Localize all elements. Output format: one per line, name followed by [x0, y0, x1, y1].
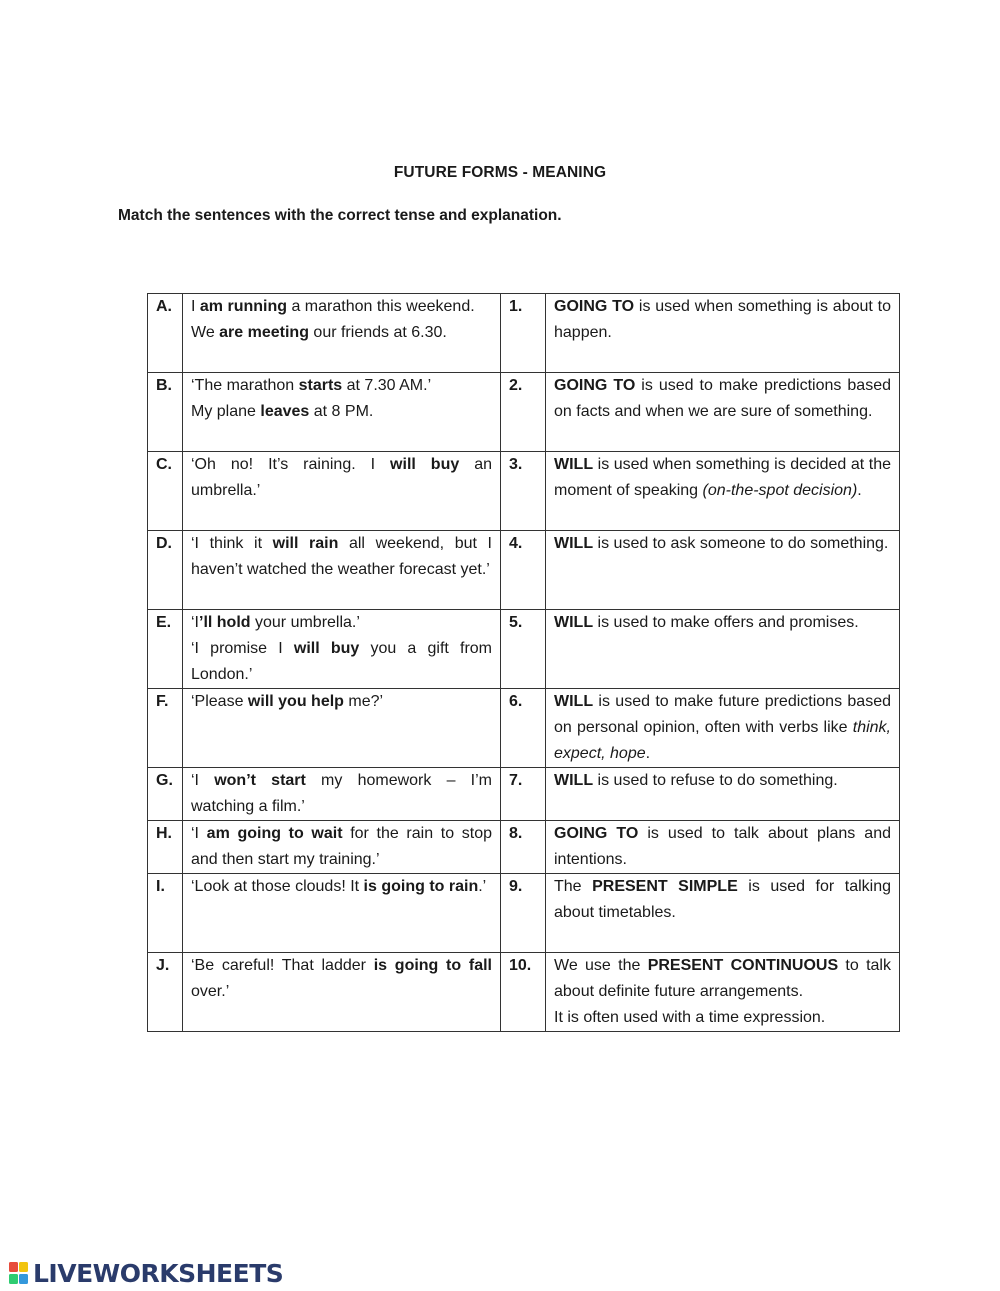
text-segment: at 8 PM. — [309, 403, 374, 420]
text-segment: ‘I — [191, 614, 199, 631]
tense-explanation-line — [554, 768, 891, 794]
text-segment: your umbrella.’ — [250, 614, 360, 631]
text-segment: you a gift from London.’ — [191, 640, 493, 683]
example-sentence — [183, 294, 501, 373]
text-segment: to talk about definite future arrangements. — [554, 957, 891, 1000]
example-sentence-line — [191, 768, 492, 820]
text-segment: am running — [199, 298, 287, 315]
page-title: FUTURE FORMS - MEANING — [393, 164, 607, 181]
text-segment: think, expect, hope — [554, 719, 891, 762]
row-number: 5. — [501, 610, 546, 689]
table-row — [148, 953, 900, 1032]
text-segment: my homework – I’m watching a film.’ — [191, 772, 493, 815]
row-letter: B. — [148, 373, 183, 452]
example-sentence-line — [191, 294, 492, 320]
example-sentence-line — [191, 531, 492, 583]
text-segment: ‘Be careful! That ladder — [191, 957, 374, 974]
text-segment: PRESENT CONTINUOUS — [647, 957, 839, 974]
row-letter: G. — [148, 768, 183, 821]
text-segment: (on-the-spot decision) — [702, 482, 858, 499]
text-segment: will buy — [293, 640, 360, 657]
text-segment: over.’ — [191, 983, 230, 1000]
text-segment: will rain — [272, 535, 339, 552]
example-sentence-line — [191, 320, 492, 346]
text-segment: will you help — [247, 693, 344, 710]
tense-explanation — [546, 768, 900, 821]
text-segment: GOING TO — [554, 825, 639, 842]
row-letter: C. — [148, 452, 183, 531]
row-number: 9. — [501, 874, 546, 953]
logo-text: LIVEWORKSHEETS — [33, 1258, 284, 1288]
table-row — [148, 610, 900, 689]
tense-explanation-line — [554, 294, 891, 346]
logo-blocks-icon — [8, 1260, 30, 1286]
example-sentence — [183, 531, 501, 610]
text-segment: ‘Oh no! It’s raining. I — [191, 456, 391, 473]
tense-explanation-line — [554, 1005, 891, 1031]
example-sentence-line — [191, 610, 492, 636]
text-segment: is used to refuse to do something. — [593, 772, 838, 789]
table-row — [148, 294, 900, 373]
text-segment: is used to talk about plans and intentions. — [554, 825, 891, 868]
table-row — [148, 874, 900, 953]
tense-explanation-line — [554, 821, 891, 873]
row-letter: F. — [148, 689, 183, 768]
example-sentence — [183, 373, 501, 452]
tense-explanation — [546, 452, 900, 531]
text-segment: is used to make predictions based on facts and when we are sure of something. — [554, 377, 892, 420]
tense-explanation — [546, 821, 900, 874]
text-segment: WILL — [554, 693, 594, 710]
text-segment: .’ — [478, 878, 487, 895]
text-segment: will buy — [390, 456, 460, 473]
text-segment: ‘I — [191, 825, 207, 842]
text-segment: ‘I think it — [191, 535, 273, 552]
text-segment: is used to make future predictions based on personal opinion, often with verbs like — [554, 693, 891, 736]
text-segment: I — [191, 298, 200, 315]
row-letter: J. — [148, 953, 183, 1032]
tense-explanation — [546, 373, 900, 452]
tense-explanation-line — [554, 373, 891, 425]
text-segment: It is often used with a time expression. — [554, 1009, 826, 1026]
text-segment: at 7.30 AM.’ — [342, 377, 432, 394]
text-segment: ‘I promise I — [191, 640, 294, 657]
text-segment: PRESENT SIMPLE — [592, 878, 738, 895]
text-segment: WILL — [554, 535, 594, 552]
text-segment: ‘Look at those clouds! It — [191, 878, 364, 895]
example-sentence-line — [191, 636, 492, 688]
text-segment: We use the — [554, 957, 648, 974]
tense-explanation-line — [554, 452, 891, 504]
example-sentence-line — [191, 373, 492, 399]
text-segment: is used when something is about to happen. — [554, 298, 891, 341]
example-sentence — [183, 452, 501, 531]
text-segment: is used when something is decided at the moment of speaking — [554, 456, 891, 499]
tense-explanation-line — [554, 874, 891, 926]
tense-explanation-line — [554, 689, 891, 767]
text-segment: starts — [298, 377, 343, 394]
text-segment: won’t start — [214, 772, 306, 789]
text-segment: are meeting — [219, 324, 309, 341]
row-letter: E. — [148, 610, 183, 689]
text-segment: ’ll hold — [199, 614, 251, 631]
tense-explanation — [546, 953, 900, 1032]
row-number: 2. — [501, 373, 546, 452]
tense-explanation-line — [554, 610, 891, 636]
example-sentence — [183, 821, 501, 874]
text-segment: is used for talking about timetables. — [554, 878, 892, 921]
table-row — [148, 768, 900, 821]
text-segment: WILL — [554, 772, 594, 789]
example-sentence-line — [191, 689, 492, 715]
text-segment: My plane — [191, 403, 261, 420]
text-segment: We — [191, 324, 220, 341]
text-segment: for the rain to stop and then start my training.’ — [191, 825, 493, 868]
tense-explanation — [546, 531, 900, 610]
row-number: 8. — [501, 821, 546, 874]
text-segment: is used to make offers and promises. — [593, 614, 859, 631]
row-number: 4. — [501, 531, 546, 610]
text-segment: GOING TO — [554, 377, 636, 394]
row-letter: A. — [148, 294, 183, 373]
row-number: 10. — [501, 953, 546, 1032]
example-sentence — [183, 689, 501, 768]
tense-explanation-line — [554, 953, 891, 1005]
table-row — [148, 452, 900, 531]
text-segment: is going to rain — [363, 878, 479, 895]
text-segment: ‘The marathon — [191, 377, 299, 394]
instructions: Match the sentences with the correct tense and explanation. — [118, 207, 562, 224]
text-segment: me?’ — [343, 693, 384, 710]
text-segment: GOING TO — [554, 298, 635, 315]
text-segment: all weekend, but I haven’t watched the weather forecast yet.’ — [191, 535, 492, 578]
table-row — [148, 689, 900, 768]
tense-explanation-line — [554, 531, 891, 557]
example-sentence — [183, 953, 501, 1032]
tense-explanation — [546, 689, 900, 768]
row-letter: H. — [148, 821, 183, 874]
table-row — [148, 373, 900, 452]
text-segment: . — [645, 745, 651, 762]
tense-explanation — [546, 610, 900, 689]
text-segment: ‘Please — [191, 693, 248, 710]
example-sentence-line — [191, 874, 492, 900]
row-letter: I. — [148, 874, 183, 953]
example-sentence-line — [191, 821, 492, 873]
text-segment: an umbrella.’ — [191, 456, 493, 499]
row-number: 1. — [501, 294, 546, 373]
tense-explanation — [546, 294, 900, 373]
example-sentence — [183, 768, 501, 821]
matching-table — [147, 293, 900, 1032]
text-segment: leaves — [260, 403, 310, 420]
liveworksheets-logo — [8, 1259, 283, 1287]
text-segment: is going to fall — [373, 957, 493, 974]
example-sentence — [183, 874, 501, 953]
example-sentence — [183, 610, 501, 689]
text-segment: a marathon this weekend. — [287, 298, 475, 315]
tense-explanation — [546, 874, 900, 953]
text-segment: am going to wait — [206, 825, 343, 842]
text-segment: WILL — [554, 614, 594, 631]
text-segment: ‘I — [191, 772, 215, 789]
text-segment: our friends at 6.30. — [308, 324, 447, 341]
example-sentence-line — [191, 953, 492, 1005]
text-segment: . — [857, 482, 862, 499]
row-letter: D. — [148, 531, 183, 610]
row-number: 3. — [501, 452, 546, 531]
row-number: 6. — [501, 689, 546, 768]
row-number: 7. — [501, 768, 546, 821]
table-row — [148, 821, 900, 874]
text-segment: is used to ask someone to do something. — [593, 535, 889, 552]
text-segment: WILL — [554, 456, 594, 473]
table-row — [148, 531, 900, 610]
text-segment: The — [554, 878, 593, 895]
example-sentence-line — [191, 452, 492, 504]
example-sentence-line — [191, 399, 492, 425]
